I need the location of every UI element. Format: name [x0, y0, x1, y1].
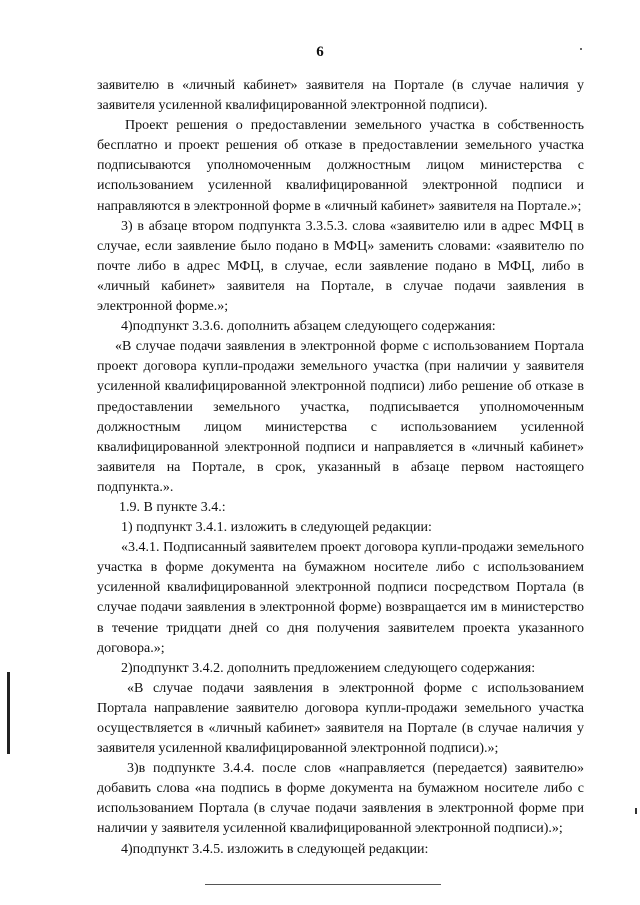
page-number: 6: [316, 44, 324, 60]
paragraph-quote-portal: «В случае подачи заявления в электронной форме с использованием Портала проект договора купли-продажи земельного участка (при наличии у заявителя усиленной квалифицированной электронной подписи) либо решение об отказе в предоставлении земельного участка, подписывается уполномоченным должностным лицом министерства с использованием усиленной квалифицированной электронной подписи и направляется в «личный кабинет» заявителя на Портале, в срок, указанный в абзаце первом настоящего подпункта.».: [97, 339, 584, 495]
paragraph-project-decision: Проект решения о предоставлении земельного участка в собственность бесплатно и проект решения об отказе в предоставлении земельного участка подписываются уполномоченным должностным лицом министерства с использованием усиленной квалифицированной электронной подписи и направляются в электронной форме в «личный кабинет» заявителя на Портале.»;: [97, 118, 584, 214]
paragraph-item-4: 4)подпункт 3.3.6. дополнить абзацем следующего содержания:: [121, 319, 496, 335]
paragraph-section-1-9: 1.9. В пункте 3.4.:: [119, 499, 226, 515]
paragraph-subitem-4: 4)подпункт 3.4.5. изложить в следующей редакции:: [121, 841, 429, 857]
paragraph-subitem-2: 2)подпункт 3.4.2. дополнить предложением следующего содержания:: [121, 660, 536, 676]
paragraph-item-3: 3) в абзаце втором подпункта 3.3.5.3. слова «заявителю или в адрес МФЦ в случае, если заявление было подано в МФЦ» заменить словами: «заявителю по почте либо в адрес МФЦ, в случае, если заявление подано в МФЦ, либо в «личный кабинет» заявителя на Портале, в случае подачи заявления в электронной форме.»;: [97, 218, 584, 315]
scan-edge-mark-right: [635, 808, 637, 814]
paragraph-quote-3-4-1: «3.4.1. Подписанный заявителем проект договора купли-продажи земельного участка в форме документа на бумажном носителе либо с использованием усиленной квалифицированной электронной подписи посредством Портала (в случае подачи заявления в электронной форме) возвращается им в министерство в течение тридцати дней со дня получения заявителем проекта указанного договора.»;: [97, 540, 584, 656]
paragraph-quote-electronic: «В случае подачи заявления в электронной форме с использованием Портала направление заявителю договора купли-продажи земельного участка осуществляется в «личный кабинет» заявителя на Портале (в случае наличия у заявителя усиленной квалифицированной электронной подписи).»;: [97, 680, 584, 757]
paragraph-subitem-1: 1) подпункт 3.4.1. изложить в следующей редакции:: [121, 520, 432, 536]
paragraph-subitem-3: 3)в подпункте 3.4.4. после слов «направляется (передается) заявителю» добавить слова «на подпись в форме документа на бумажном носителе либо с использованием Портала (в случае подачи заявления в электронной форме при наличии у заявителя усиленной квалифицированной электронной подписи).»;: [97, 761, 584, 837]
scan-edge-mark: [7, 672, 10, 754]
footer-rule: [205, 884, 441, 885]
document-body: [97, 76, 584, 860]
scan-dot: [580, 48, 582, 50]
paragraph-continuation: заявителю в «личный кабинет» заявителя на Портале (в случае наличия у заявителя усиленной квалифицированной электронной подписи).: [97, 78, 584, 114]
